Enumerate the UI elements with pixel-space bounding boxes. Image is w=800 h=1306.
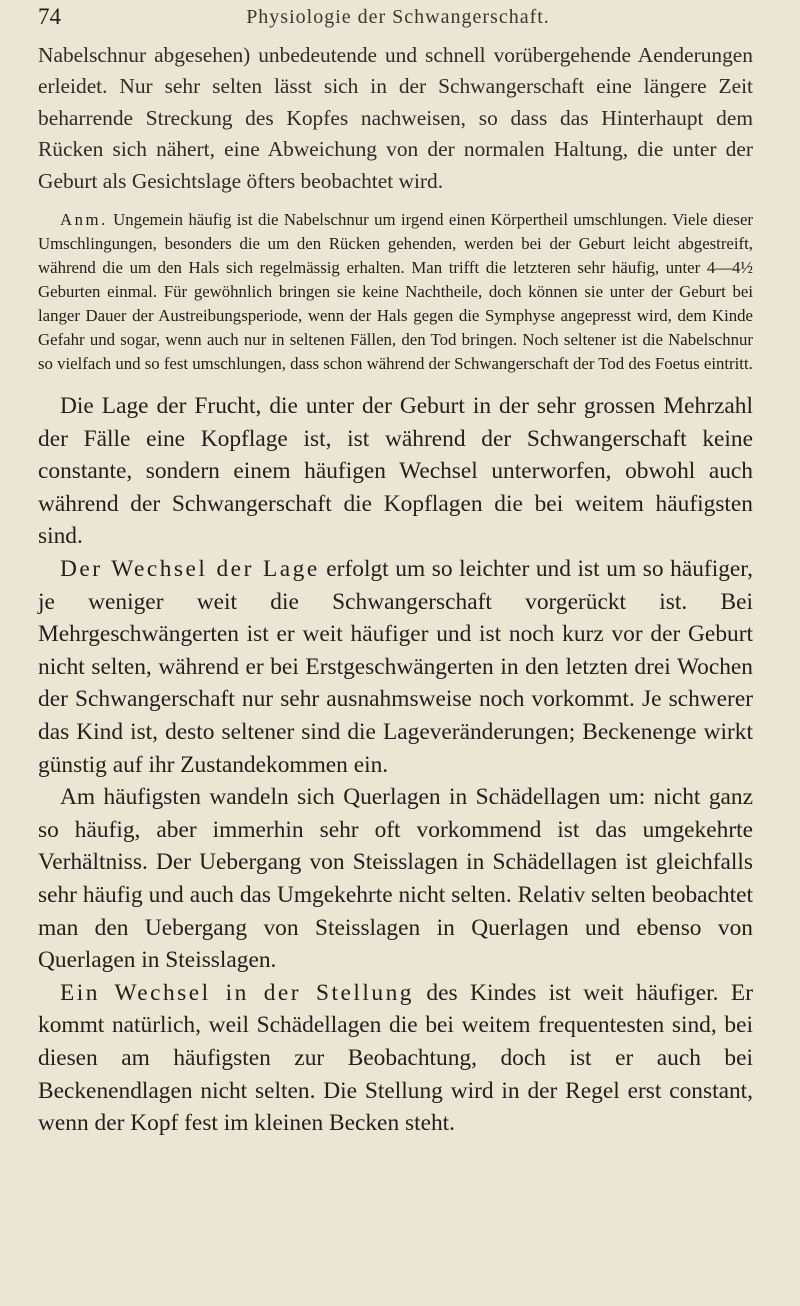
- note-label: Anm.: [60, 210, 108, 230]
- paragraph-querlagen: Am häufigsten wandeln sich Querlagen in Schädellagen um: nicht ganz so häufig, aber immerhin sehr oft vorkommend ist das umgekehrte Verhältniss. Der Uebergang von Steisslagen in Schädellagen ist gleichfalls sehr häufig und auch das Umgekehrte nicht selten. Relativ selten beobachtet man den Uebergang von Steisslagen in Querlagen und ebenso von Querlagen in Steisslagen.: [38, 784, 753, 974]
- paragraph-text: erfolgt um so leichter und ist um so häufiger, je weniger weit die Schwangerschaft vorgerückt ist. Bei Mehrgeschwängerten ist er weit häufiger und ist noch kurz vor der Geburt nicht selten, während er bei Erstgeschwängerten in den letzten drei Wochen der Schwangerschaft nur sehr ausnahmsweise noch vorkommt. Je schwerer das Kind ist, desto seltener sind die Lageveränderungen; Beckenenge wirkt günstig auf ihr Zustandekommen ein.: [38, 556, 753, 778]
- page-number: 74: [38, 4, 61, 29]
- footnote-remark: [38, 208, 753, 376]
- intro-paragraph: Nabelschnur abgesehen) unbedeutende und schnell vorübergehende Aenderungen erleidet. Nur sehr selten lässt sich in der Schwangerschaft eine längere Zeit beharrende Streckung des Kopfes nachweisen, so dass das Hinterhaupt dem Rücken sich nähert, eine Abweichung von der normalen Haltung, die unter der Geburt als Gesichtslage öfters beobachtet wird.: [38, 43, 753, 193]
- note-text: Ungemein häufig ist die Nabelschnur um irgend einen Körpertheil umschlungen. Viele dieser Umschlingungen, besonders die um den Rücken gehenden, werden bei der Geburt leicht abgestreift, während die um den Hals sich regelmässig erhalten. Man trifft die letzteren sehr häufig, unter 4—4½ Geburten einmal. Für gewöhnlich bringen sie keine Nachtheile, doch können sie unter der Geburt bei langer Dauer der Austreibungsperiode, wenn der Hals gegen die Symphyse angepresst wird, dem Kinde Gefahr und sogar, wenn auch nur in seltenen Fällen, den Tod bringen. Noch seltener ist die Nabelschnur so vielfach und so fest umschlungen, dass schon während der Schwangerschaft der Tod des Foetus eintritt.: [38, 210, 753, 374]
- emphasis-wechsel-der-stellung: Ein Wechsel in der Stellung: [60, 979, 414, 1006]
- paragraph-wechsel-der-lage: [38, 553, 753, 781]
- text-column: [38, 40, 753, 1140]
- paragraph-wechsel-der-stellung: [38, 977, 753, 1140]
- running-title: Physiologie der Schwangerschaft.: [246, 6, 550, 28]
- paragraph-lage-der-frucht: Die Lage der Frucht, die unter der Geburt in der sehr grossen Mehrzahl der Fälle eine Kopflage ist, ist während der Schwangerschaft keine constante, sondern einem häufigen Wechsel unterworfen, obwohl auch während der Schwangerschaft die Kopflagen die bei weitem häufigsten sind.: [38, 393, 753, 550]
- emphasis-wechsel-der-lage: Der Wechsel der Lage: [60, 556, 320, 582]
- page-header: [38, 2, 758, 32]
- paragraph-text: des Kindes ist weit häufiger. Er kommt natürlich, weil Schädellagen die bei weitem frequentesten sind, bei diesen am häufigsten zur Beobachtung, doch ist er auch bei Beckenendlagen nicht selten. Die Stellung wird in der Regel erst constant, wenn der Kopf fest im kleinen Becken steht.: [38, 979, 753, 1137]
